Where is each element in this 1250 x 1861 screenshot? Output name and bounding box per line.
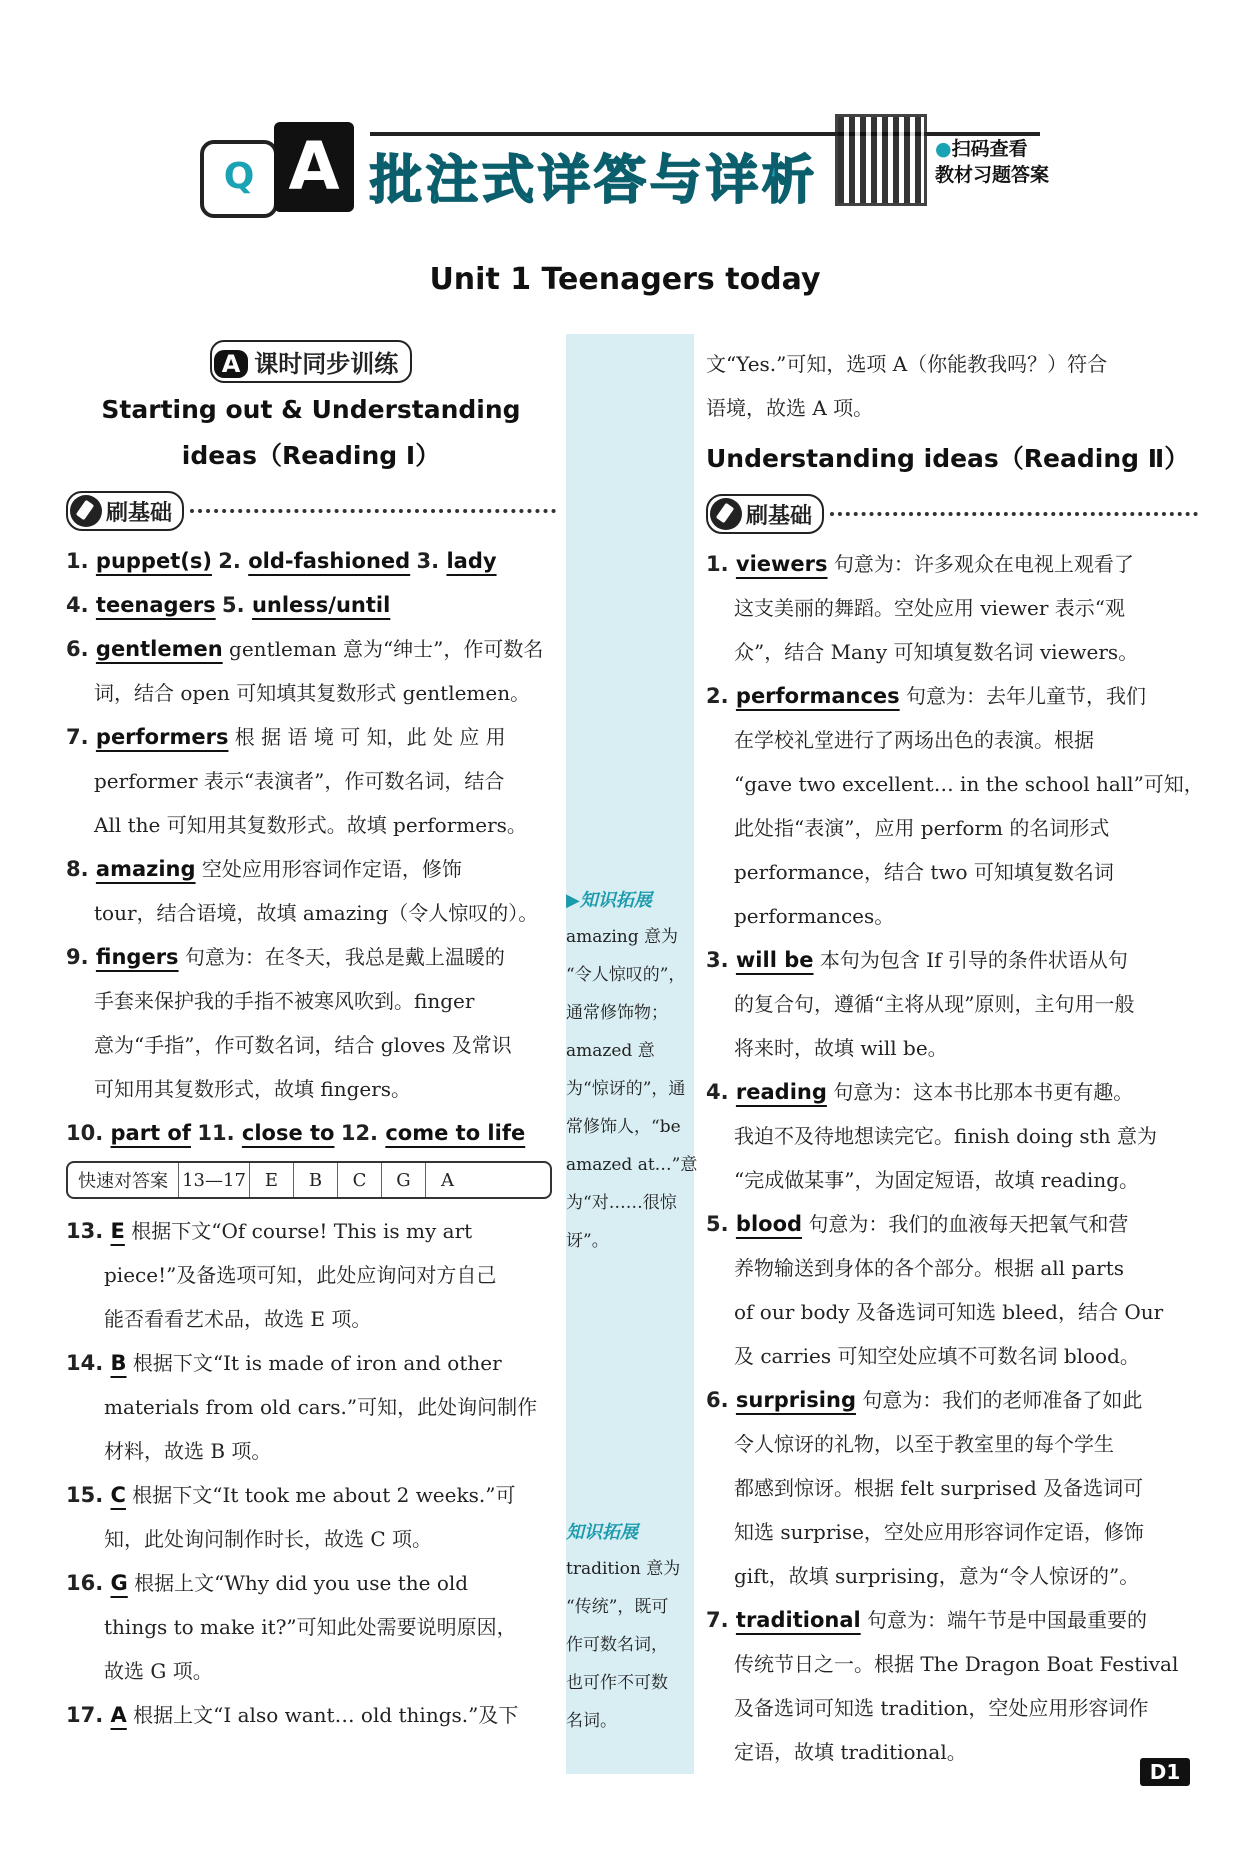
text-line — [66, 671, 556, 715]
text-line — [706, 586, 1198, 630]
text-line — [66, 1693, 556, 1737]
explanation-text: 根据下文“It took me about 2 weeks.”可 — [125, 1483, 516, 1507]
unit-title: Unit 1 Teenagers today — [429, 262, 821, 297]
qr-caption-1: 扫码查看 — [951, 138, 1028, 160]
item-number: 9. — [66, 945, 96, 969]
text-line — [706, 1158, 1198, 1202]
text-line — [66, 1023, 556, 1067]
explanation-text: 词，结合 open 可知填其复数形式 gentlemen。 — [94, 681, 531, 705]
explanation-text: 句意为：去年儿童节，我们 — [899, 684, 1147, 708]
explanation-text: 的复合句，遵循“主将从现”原则，主句用一般 — [734, 992, 1135, 1016]
explanation-text: 句意为：端午节是中国最重要的 — [860, 1608, 1148, 1632]
text-line — [66, 1517, 556, 1561]
text-line — [706, 1642, 1198, 1686]
qr-caption — [935, 136, 1049, 188]
dotted-divider — [830, 512, 1198, 516]
text-line — [706, 1070, 1198, 1114]
answer-word: old-fashioned — [248, 549, 411, 573]
text-line — [66, 935, 556, 979]
knowledge-line: “令人惊叹的”， — [566, 965, 686, 985]
quick-label: 快速对答案 — [78, 1171, 168, 1192]
explanation-text: 句意为：许多观众在电视上观看了 — [827, 552, 1134, 576]
text-line — [706, 630, 1198, 674]
explanation-text: 句意为：在冬天，我总是戴上温暖的 — [178, 945, 505, 969]
text-line — [706, 982, 1198, 1026]
knowledge-line: tradition 意为 — [566, 1559, 681, 1579]
explanation-text: 根据下文“Of course! This is my art — [124, 1219, 473, 1243]
explanation-text: 根 据 语 境 可 知，此 处 应 用 — [228, 725, 506, 749]
text-line — [706, 718, 1198, 762]
answer-list — [66, 539, 556, 1155]
item-number: 4. — [706, 1080, 736, 1104]
page-number: D1 — [1140, 1758, 1190, 1786]
q-bubble-icon — [200, 140, 278, 218]
text-line — [706, 386, 1198, 430]
explanation-text: “gave two excellent… in the school hall”可知， — [734, 772, 1204, 796]
explanation-text: 此处指“表演”，应用 perform 的名词形式 — [734, 816, 1110, 840]
answer-word: fingers — [95, 945, 179, 969]
item-number: 1. — [66, 549, 96, 573]
text-line — [66, 1209, 556, 1253]
answer-word: B — [110, 1351, 127, 1375]
explanation-text: 知选 surprise，空处应用形容词作定语，修饰 — [734, 1520, 1144, 1544]
knowledge-line: 也可作不可数 — [566, 1673, 668, 1693]
item-number: 11. — [197, 1121, 242, 1145]
quick-answer: B — [293, 1163, 337, 1197]
explanation-text: 根据上文“Why did you use the old — [127, 1571, 469, 1595]
answer-word: will be — [735, 948, 814, 972]
quick-answer-table — [66, 1161, 552, 1199]
lesson-tag-label: 课时同步训练 — [254, 350, 399, 378]
item-number: 4. — [66, 593, 96, 617]
answer-list-right — [706, 542, 1204, 1774]
answer-word: performers — [95, 725, 229, 749]
text-line — [66, 1605, 556, 1649]
header-banner — [200, 100, 1080, 230]
text-line — [706, 938, 1198, 982]
text-line — [66, 715, 556, 759]
qr-caption-2: 教材习题答案 — [935, 164, 1050, 186]
text-line — [706, 542, 1198, 586]
knowledge-head-1: ▶知识拓展 — [566, 890, 652, 911]
knowledge-line: 常修饰人，“be — [566, 1117, 681, 1137]
shua-label-box — [66, 491, 184, 531]
answer-word: C — [110, 1483, 126, 1507]
shua-header-right — [706, 494, 1198, 534]
knowledge-line: amazing 意为 — [566, 927, 679, 947]
text-line — [66, 891, 556, 935]
lesson-tag — [210, 340, 413, 383]
knowledge-notes-2 — [566, 1512, 694, 1740]
shua-label: 刷基础 — [106, 500, 173, 526]
knowledge-head-2: 知识拓展 — [566, 1522, 638, 1543]
item-number: 13. — [66, 1219, 111, 1243]
text-line — [706, 762, 1204, 806]
answer-word: lady — [446, 549, 497, 573]
knowledge-text-2 — [566, 1550, 694, 1740]
text-line — [706, 1686, 1198, 1730]
a-box-icon — [274, 122, 354, 212]
answer-word: puppet(s) — [95, 549, 212, 573]
explanation-text: 语境，故选 A 项。 — [706, 396, 874, 420]
search-icon: ● — [935, 138, 952, 160]
knowledge-line: 名词。 — [566, 1711, 617, 1731]
explanation-text: 文“Yes.”可知，选项 A（你能教我吗？）符合 — [706, 352, 1108, 376]
text-line — [66, 847, 556, 891]
item-number: 5. — [706, 1212, 736, 1236]
text-line — [706, 1466, 1198, 1510]
item-number: 10. — [66, 1121, 111, 1145]
item-number: 15. — [66, 1483, 111, 1507]
item-number: 2. — [706, 684, 736, 708]
answer-word: G — [110, 1571, 128, 1595]
explanation-text: 能否看看艺术品，故选 E 项。 — [104, 1307, 372, 1331]
quick-range: 13—17 — [178, 1163, 249, 1197]
explanation-text: 材料，故选 B 项。 — [104, 1439, 272, 1463]
knowledge-line: 为“对……很惊 — [566, 1193, 677, 1213]
text-line — [706, 342, 1198, 386]
knowledge-line: 讶”。 — [566, 1231, 609, 1251]
answer-word: blood — [735, 1212, 803, 1236]
knowledge-text-1 — [566, 918, 698, 1260]
text-line — [66, 803, 556, 847]
explanation-text: 及 carries 可知空处应填不可数名词 blood。 — [734, 1344, 1140, 1368]
knowledge-line: amazed at…”意 — [566, 1155, 698, 1175]
text-line — [706, 1510, 1198, 1554]
text-line — [706, 806, 1198, 850]
answer-list-2 — [66, 1209, 556, 1737]
answer-word: amazing — [95, 857, 196, 881]
a-letter: A — [288, 128, 340, 205]
knowledge-line: 作可数名词， — [566, 1635, 668, 1655]
knowledge-line: 为“惊讶的”，通 — [566, 1079, 686, 1099]
answer-word: viewers — [735, 552, 828, 576]
text-line — [66, 1067, 556, 1111]
item-number: 1. — [706, 552, 736, 576]
item-number: 6. — [706, 1388, 736, 1412]
item-number: 14. — [66, 1351, 111, 1375]
answer-word: performances — [735, 684, 900, 708]
text-line — [706, 1246, 1198, 1290]
explanation-text: performances。 — [734, 904, 895, 928]
explanation-text: of our body 及备选词可知选 bleed，结合 Our — [734, 1300, 1164, 1324]
text-line — [66, 1561, 556, 1605]
text-line — [706, 674, 1198, 718]
answer-word: close to — [241, 1121, 335, 1145]
explanation-text: performer 表示“表演者”，作可数名词，结合 — [94, 769, 505, 793]
text-line — [66, 583, 556, 627]
text-line — [66, 1253, 556, 1297]
explanation-text: things to make it?”可知此处需要说明原因， — [104, 1615, 517, 1639]
shua-header — [66, 491, 556, 531]
explanation-text: 我迫不及待地想读完它。finish doing sth 意为 — [734, 1124, 1157, 1148]
explanation-text: 传统节日之一。根据 The Dragon Boat Festival — [734, 1652, 1179, 1676]
q-letter: Q — [223, 156, 255, 197]
explanation-text: tour，结合语境，故填 amazing（令人惊叹的）。 — [94, 901, 539, 925]
explanation-text: 句意为：这本书比那本书更有趣。 — [826, 1080, 1134, 1104]
answer-word: part of — [110, 1121, 191, 1145]
text-line — [706, 1554, 1198, 1598]
text-line — [706, 1378, 1198, 1422]
text-line — [706, 1290, 1198, 1334]
explanation-text: 空处应用形容词作定语，修饰 — [195, 857, 462, 881]
item-number: 6. — [66, 637, 96, 661]
text-line — [66, 1341, 556, 1385]
text-line — [706, 1114, 1198, 1158]
text-line — [66, 979, 556, 1023]
explanation-text: performance，结合 two 可知填复数名词 — [734, 860, 1114, 884]
section-title-right: Understanding ideas（Reading Ⅱ） — [706, 444, 1190, 473]
text-line — [66, 1429, 556, 1473]
item-number: 2. — [218, 549, 249, 573]
knowledge-notes — [566, 880, 698, 1260]
quick-answer: C — [337, 1163, 381, 1197]
knowledge-line: “传统”，既可 — [566, 1597, 669, 1617]
text-line — [66, 539, 556, 583]
knowledge-line: 通常修饰物； — [566, 1003, 668, 1023]
explanation-text: All the 可知用其复数形式。故填 performers。 — [94, 813, 527, 837]
answer-word: unless/until — [251, 593, 391, 617]
explanation-text: 句意为：我们的老师准备了如此 — [855, 1388, 1143, 1412]
explanation-text: 及备选词可知选 tradition，空处应用形容词作 — [734, 1696, 1149, 1720]
explanation-text: materials from old cars.”可知，此处询问制作 — [104, 1395, 538, 1419]
explanation-text: 句意为：我们的血液每天把氧气和营 — [802, 1212, 1129, 1236]
tag-a-icon: A — [214, 350, 249, 378]
answer-word: A — [110, 1703, 127, 1727]
quick-answer: A — [425, 1163, 469, 1197]
explanation-text: 都感到惊讶。根据 felt surprised 及备选词可 — [734, 1476, 1144, 1500]
explanation-text: 将来时，故填 will be。 — [734, 1036, 948, 1060]
text-line — [66, 1649, 556, 1693]
explanation-text: piece!”及备选项可知，此处应询问对方自己 — [104, 1263, 497, 1287]
banner-title: 批注式详答与详析 — [370, 151, 819, 211]
explanation-text: 根据上文“I also want… old things.”及下 — [126, 1703, 519, 1727]
qr-code-icon[interactable] — [835, 114, 927, 206]
answer-word: come to life — [385, 1121, 526, 1145]
text-line — [706, 1334, 1198, 1378]
text-line — [706, 850, 1198, 894]
text-line — [66, 1385, 556, 1429]
section-title-2: ideas（Reading Ⅰ） — [181, 441, 441, 470]
text-line — [706, 1422, 1198, 1466]
answer-word: surprising — [735, 1388, 856, 1412]
brush-icon — [70, 495, 102, 527]
item-number: 5. — [222, 593, 252, 617]
quick-answer: E — [249, 1163, 293, 1197]
text-line — [706, 1598, 1198, 1642]
item-number: 3. — [706, 948, 736, 972]
text-line — [706, 1026, 1198, 1070]
dotted-divider — [190, 509, 556, 513]
text-line — [66, 1473, 556, 1517]
brush-icon — [710, 498, 742, 530]
section-title-1: Starting out & Understanding — [101, 395, 521, 424]
explanation-text: “完成做某事”，为固定短语，故填 reading。 — [734, 1168, 1140, 1192]
continued-text — [706, 342, 1198, 430]
answer-word: E — [110, 1219, 125, 1243]
right-column — [706, 342, 1204, 1774]
explanation-text: 可知用其复数形式，故填 fingers。 — [94, 1077, 412, 1101]
explanation-text: 定语，故填 traditional。 — [734, 1740, 967, 1764]
text-line — [706, 1730, 1198, 1774]
item-number: 12. — [340, 1121, 386, 1145]
text-line — [66, 1297, 556, 1341]
shua-label-right: 刷基础 — [746, 503, 813, 529]
item-number: 7. — [66, 725, 96, 749]
explanation-text: 养物输送到身体的各个部分。根据 all parts — [734, 1256, 1125, 1280]
left-column — [66, 340, 556, 1737]
item-number: 17. — [66, 1703, 111, 1727]
explanation-text: gentleman 意为“绅士”，作可数名 — [222, 637, 544, 661]
explanation-text: gift，故填 surprising，意为“令人惊讶的”。 — [734, 1564, 1140, 1588]
explanation-text: 本句为包含 If 引导的条件状语从句 — [813, 948, 1128, 972]
answer-word: teenagers — [95, 593, 216, 617]
explanation-text: 众”，结合 Many 可知填复数名词 viewers。 — [734, 640, 1139, 664]
text-line — [706, 894, 1198, 938]
shua-label-box-right — [706, 494, 824, 534]
quick-answer: G — [381, 1163, 425, 1197]
explanation-text: 意为“手指”，作可数名词，结合 gloves 及常识 — [94, 1033, 512, 1057]
item-number: 8. — [66, 857, 96, 881]
item-number: 7. — [706, 1608, 736, 1632]
text-line — [66, 627, 556, 671]
text-line — [66, 759, 556, 803]
explanation-text: 令人惊讶的礼物，以至于教室里的每个学生 — [734, 1432, 1114, 1456]
answer-word: gentlemen — [95, 637, 223, 661]
explanation-text: 在学校礼堂进行了两场出色的表演。根据 — [734, 728, 1094, 752]
item-number: 16. — [66, 1571, 111, 1595]
text-line — [66, 1111, 556, 1155]
answer-word: reading — [735, 1080, 827, 1104]
explanation-text: 这支美丽的舞蹈。空处应用 viewer 表示“观 — [734, 596, 1125, 620]
item-number: 3. — [416, 549, 447, 573]
explanation-text: 手套来保护我的手指不被寒风吹到。finger — [94, 989, 475, 1013]
explanation-text: 故选 G 项。 — [104, 1659, 213, 1683]
knowledge-line: amazed 意 — [566, 1041, 655, 1061]
explanation-text: 根据下文“It is made of iron and other — [126, 1351, 502, 1375]
text-line — [706, 1202, 1198, 1246]
answer-word: traditional — [735, 1608, 861, 1632]
explanation-text: 知，此处询问制作时长，故选 C 项。 — [104, 1527, 433, 1551]
